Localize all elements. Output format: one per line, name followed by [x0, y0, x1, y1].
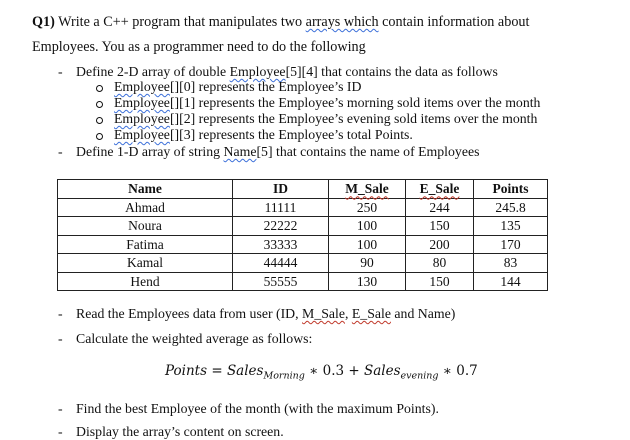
dash-bullet: - [58, 144, 63, 159]
step-calc: Calculate the weighted average as follows: [76, 331, 313, 346]
header-e-sale [406, 180, 474, 199]
cell-name: Noura [58, 217, 233, 236]
dash-bullet: - [58, 401, 63, 416]
cell-id: 22222 [233, 217, 329, 236]
step-read-data: Read the Employees data from user (ID, M_Sale, E_Sale and Name) [76, 306, 456, 321]
cell-e-sale: 244 [406, 198, 474, 217]
cell-e-sale: 80 [406, 254, 474, 273]
cell-m-sale: 90 [329, 254, 406, 273]
circle-bullet [96, 133, 103, 140]
table-row [58, 272, 548, 291]
points-formula [165, 363, 478, 382]
cell-id: 33333 [233, 235, 329, 254]
header-m-sale [329, 180, 406, 199]
cell-points: 144 [474, 272, 548, 291]
formula-weight-2: ∗ 0.7 [442, 363, 478, 379]
cell-name: Fatima [58, 235, 233, 254]
table-row [58, 254, 548, 273]
dash-bullet: - [58, 331, 63, 346]
bullet-define-1d: Define 1-D array of string Name[5] that contains the name of Employees [76, 144, 480, 159]
header-name: Name [58, 180, 233, 199]
cell-e-sale: 150 [406, 217, 474, 236]
cell-name: Kamal [58, 254, 233, 273]
formula-term-2-sub: evening [400, 370, 439, 382]
cell-points: 245.8 [474, 198, 548, 217]
sub-bullet-0: Employee[][0] represents the Employee’s ID [114, 79, 362, 94]
header-e-sale-text: E_Sale [419, 181, 460, 197]
header-m-sale-text: M_Sale [345, 181, 389, 197]
step-display: Display the array’s content on screen. [76, 424, 284, 439]
sub-bullet-1: Employee[][1] represents the Employee’s morning sold items over the month [114, 95, 541, 110]
formula-weight-1: ∗ 0.3 + [309, 363, 360, 379]
sub-bullet-3: Employee[][3] represents the Employee’s total Points. [114, 127, 413, 142]
step-find-best: Find the best Employee of the month (with the maximum Points). [76, 401, 439, 416]
circle-bullet [96, 117, 103, 124]
formula-eq: = [211, 363, 223, 379]
sub-bullet-2: Employee[][2] represents the Employee’s evening sold items over the month [114, 111, 538, 126]
bullet-define-2d: Define 2-D array of double Employee[5][4] that contains the data as follows [76, 64, 498, 79]
cell-m-sale: 100 [329, 217, 406, 236]
employees-table [57, 179, 548, 291]
circle-bullet [96, 85, 103, 92]
cell-m-sale: 130 [329, 272, 406, 291]
cell-e-sale: 150 [406, 272, 474, 291]
formula-term-1-sub: Morning [263, 370, 305, 382]
cell-name: Ahmad [58, 198, 233, 217]
dash-bullet: - [58, 64, 63, 79]
cell-points: 83 [474, 254, 548, 273]
cell-name: Hend [58, 272, 233, 291]
formula-lhs: Points [165, 363, 208, 379]
header-points: Points [474, 180, 548, 199]
question-line-2: Employees. You as a programmer need to do the following [32, 39, 366, 55]
circle-bullet [96, 101, 103, 108]
question-line-1: Q1) Write a C++ program that manipulates two arrays which contain information about [32, 14, 530, 30]
cell-points: 170 [474, 235, 548, 254]
header-id: ID [233, 180, 329, 199]
formula-term-1: Sales [226, 363, 264, 379]
cell-m-sale: 250 [329, 198, 406, 217]
cell-id: 44444 [233, 254, 329, 273]
table-row [58, 217, 548, 236]
table-row [58, 235, 548, 254]
cell-id: 11111 [233, 198, 329, 217]
cell-points: 135 [474, 217, 548, 236]
table-row [58, 198, 548, 217]
formula-term-2: Sales [363, 363, 401, 379]
dash-bullet: - [58, 306, 63, 321]
dash-bullet: - [58, 424, 63, 439]
cell-m-sale: 100 [329, 235, 406, 254]
cell-id: 55555 [233, 272, 329, 291]
table-header-row [58, 180, 548, 199]
cell-e-sale: 200 [406, 235, 474, 254]
